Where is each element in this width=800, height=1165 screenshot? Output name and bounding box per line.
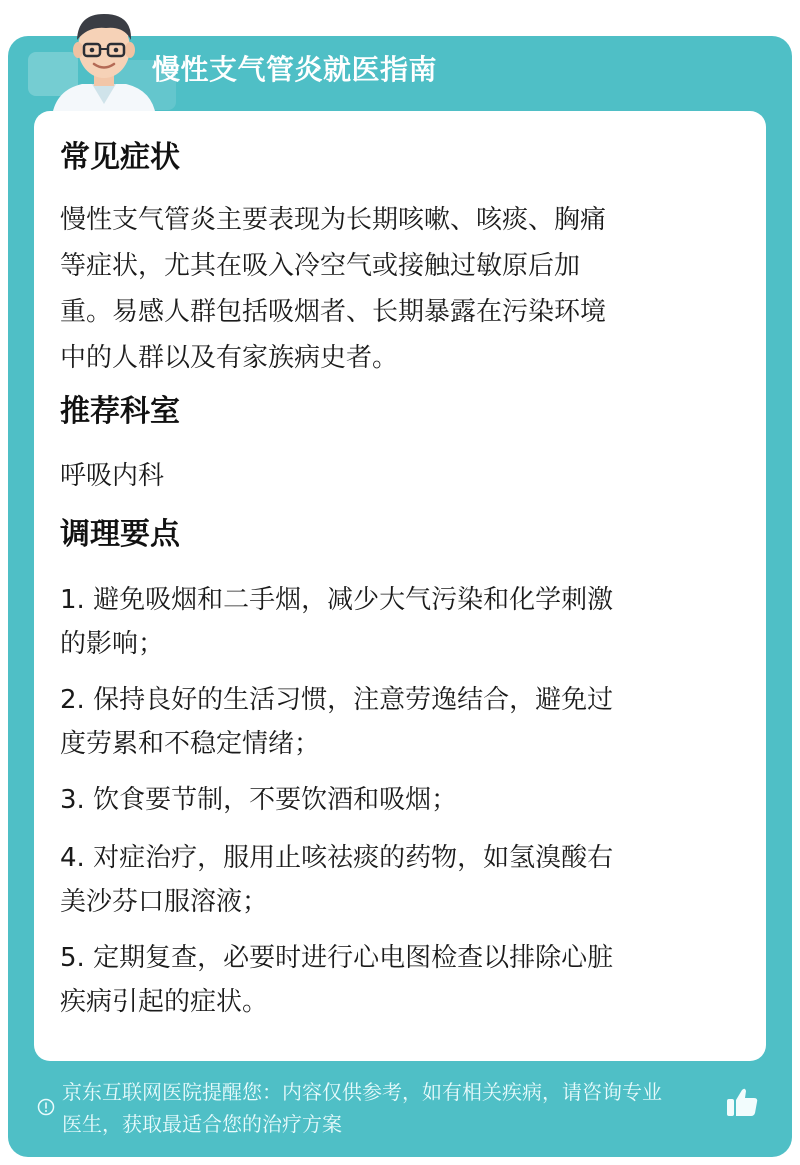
section-title-care: 调理要点: [60, 517, 180, 552]
doctor-avatar: [44, 4, 164, 116]
care-item: 5. 定期复查，必要时进行心电图检查以排除心脏: [60, 943, 614, 973]
disclaimer-line: 医生，获取最适合您的治疗方案: [62, 1112, 342, 1136]
care-item: 度劳累和不稳定情绪；: [60, 729, 321, 759]
symptoms-text-line: 中的人群以及有家族病史者。: [60, 343, 399, 373]
care-item: 3. 饮食要节制，不要饮酒和吸烟；: [60, 785, 458, 815]
care-item: 疾病引起的症状。: [60, 987, 269, 1017]
section-title-symptoms: 常见症状: [60, 140, 180, 175]
care-item: 的影响；: [60, 629, 165, 659]
symptoms-text-line: 重。易感人群包括吸烟者、长期暴露在污染环境: [60, 297, 607, 327]
info-icon: [37, 1098, 55, 1116]
page-title: 慢性支气管炎就医指南: [152, 53, 438, 86]
thumbs-up-icon[interactable]: [724, 1084, 760, 1120]
symptoms-text-line: 慢性支气管炎主要表现为长期咳嗽、咳痰、胸痛: [60, 205, 607, 235]
department-text: 呼吸内科: [60, 461, 165, 491]
care-item: 1. 避免吸烟和二手烟，减少大气污染和化学刺激: [60, 585, 614, 615]
disclaimer-line: 京东互联网医院提醒您：内容仅供参考，如有相关疾病，请咨询专业: [62, 1080, 662, 1104]
symptoms-text-line: 等症状，尤其在吸入冷空气或接触过敏原后加: [60, 251, 581, 281]
care-item: 2. 保持良好的生活习惯，注意劳逸结合，避免过: [60, 685, 614, 715]
disclaimer: [62, 1076, 732, 1140]
care-item: 4. 对症治疗，服用止咳祛痰的药物，如氢溴酸右: [60, 843, 614, 873]
section-title-department: 推荐科室: [60, 394, 180, 429]
care-item: 美沙芬口服溶液；: [60, 887, 269, 917]
